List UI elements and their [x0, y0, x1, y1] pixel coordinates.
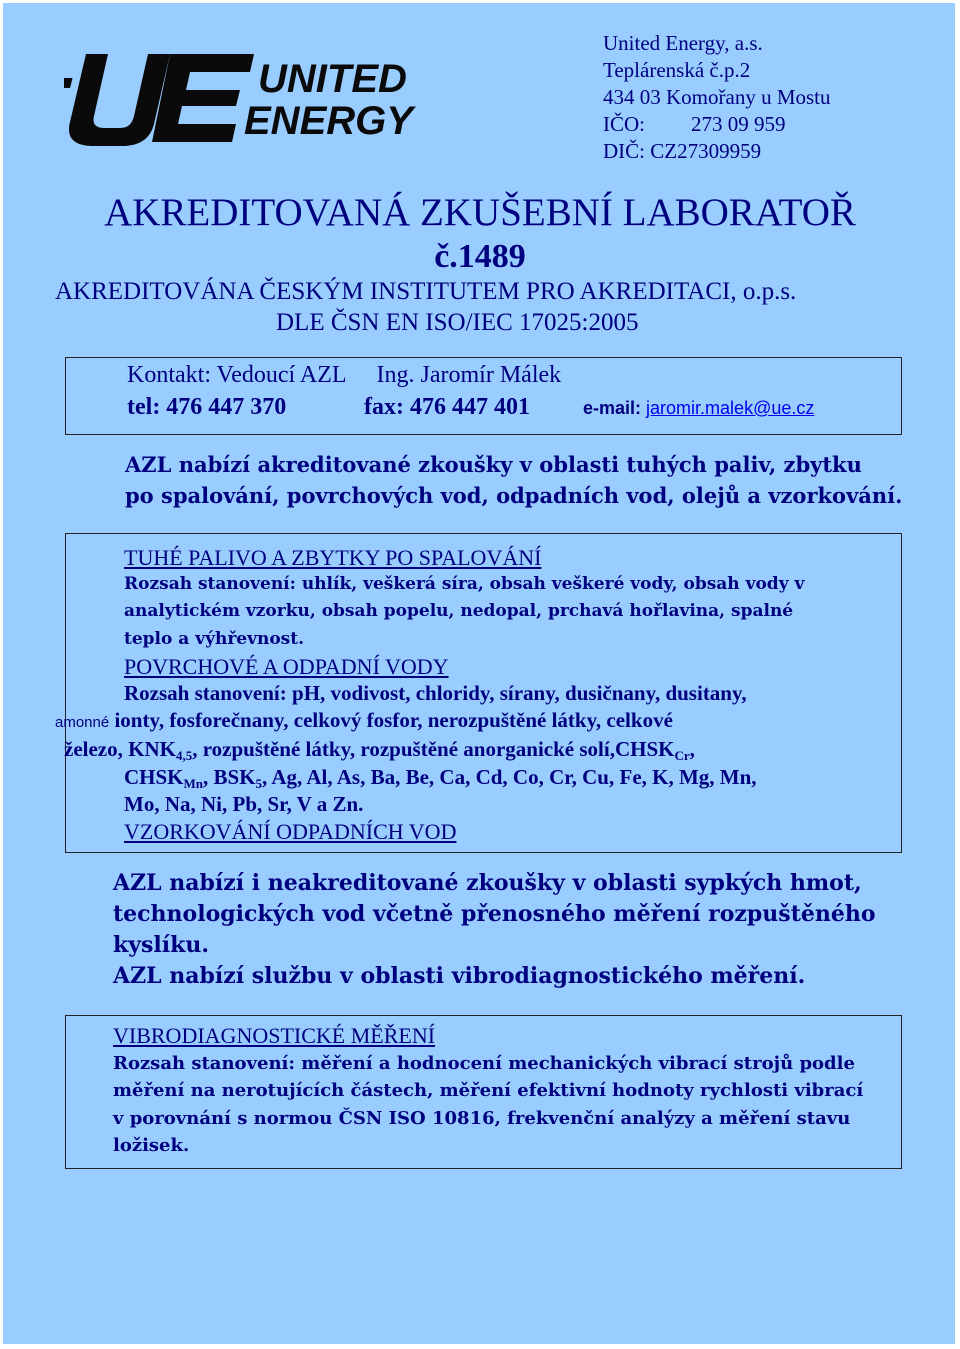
water-line: [55, 707, 804, 736]
offer-line: AZL nabízí službu v oblasti vibrodiagnostického měření.: [113, 963, 806, 989]
water-line-prefix: amonné: [55, 714, 110, 732]
water-line-text: ionty, fosforečnany, celkový fosfor, nerozpuštěné látky, celkové: [109, 708, 673, 733]
water-line: Rozsah stanovení: pH, vodivost, chloridy, sírany, dusičnany, dusitany,: [124, 681, 747, 706]
vibro-line: ložisek.: [113, 1135, 190, 1156]
solid-fuel-line: teplo a výhřevnost.: [124, 628, 305, 649]
water-line: Mo, Na, Ni, Pb, Sr, V a Zn.: [124, 791, 364, 816]
accredited-offer: [125, 449, 902, 511]
water-heading: POVRCHOVÉ A ODPADNÍ VODY: [124, 653, 449, 679]
offer-line: kyslíku.: [113, 932, 210, 958]
vibro-heading: VIBRODIAGNOSTICKÉ MĚŘENÍ: [113, 1023, 436, 1048]
email-row: [583, 398, 814, 419]
vibro-line: v porovnání s normou ČSN ISO 10816, frekvenční analýzy a měření stavu: [113, 1107, 851, 1129]
offer-line: po spalování, povrchových vod, odpadních vod, olejů a vzorkování.: [125, 483, 903, 508]
company-address: [603, 30, 831, 165]
logo-text-energy: ENERGY: [244, 99, 413, 143]
lab-title: AKREDITOVANÁ ZKUŠEBNÍ LABORATOŘ: [104, 191, 856, 234]
united-energy-logo: [64, 48, 440, 148]
contact-numbers: [127, 394, 815, 421]
company-name: United Energy, a.s.: [603, 31, 763, 55]
contact-person: Ing. Jaromír Málek: [376, 362, 562, 388]
standard-line: DLE ČSN EN ISO/IEC 17025:2005: [276, 309, 639, 336]
solid-fuel-line: Rozsah stanovení: uhlík, veškerá síra, obsah veškeré vody, obsah vody v: [124, 574, 805, 595]
offer-line: AZL nabízí akreditované zkoušky v oblasti tuhých paliv, zbytku: [125, 452, 862, 477]
vibro-content: [113, 1022, 863, 1160]
contact-line: [127, 362, 561, 389]
lab-number: č.1489: [434, 238, 526, 275]
ico-label: IČO:: [603, 112, 645, 136]
logo-text-united: UNITED: [258, 57, 407, 101]
phone-number: tel: 476 447 370: [127, 394, 287, 420]
non-accredited-offer: [113, 868, 876, 992]
ico-value: 273 09 959: [691, 112, 786, 136]
vibro-line: Rozsah stanovení: měření a hodnocení mechanických vibrací strojů podle: [113, 1052, 855, 1074]
dic: DIČ: CZ27309959: [603, 139, 762, 163]
solid-fuel-heading: TUHÉ PALIVO A ZBYTKY PO SPALOVÁNÍ: [124, 545, 542, 570]
accreditation-line: AKREDITOVÁNA ČESKÝM INSTITUTEM PRO AKREDITACI, o.p.s.: [55, 278, 797, 305]
city: 434 03 Komořany u Mostu: [603, 85, 831, 109]
offer-line: technologických vod včetně přenosného měření rozpuštěného: [113, 901, 876, 927]
water-line: železo, $KNK_{4,5}$, rozpuštěné látky, rozpuštěné anorganické $solí,CHSK_{Cr}$,: [64, 737, 695, 764]
tests-content: [55, 544, 805, 845]
fax-number: fax: 476 447 401: [364, 394, 530, 420]
vibro-line: měření na nerotujících částech, měření efektivní hodnoty rychlosti vibrací: [113, 1080, 864, 1101]
sampling-heading: VZORKOVÁNÍ ODPADNÍCH VOD: [124, 819, 457, 845]
contact-label: Kontakt: Vedoucí AZL: [127, 362, 347, 388]
solid-fuel-line: analytickém vzorku, obsah popelu, nedopal, prchavá hořlavina, spalné: [124, 601, 794, 622]
street: Teplárenská č.p.2: [603, 58, 751, 82]
email-label: e-mail:: [583, 398, 642, 418]
email-link[interactable]: jaromir.malek@ue.cz: [646, 398, 815, 418]
offer-line: AZL nabízí i neakreditované zkoušky v oblasti sypkých hmot,: [113, 870, 862, 896]
water-line: $CHSK_{Mn}$, $BSK_5$, Ag, Al, As, Ba, Be, Ca, Cd, Co, Cr, Cu, Fe, K, Mg, Mn,: [124, 764, 757, 791]
ico-row: [603, 111, 831, 138]
